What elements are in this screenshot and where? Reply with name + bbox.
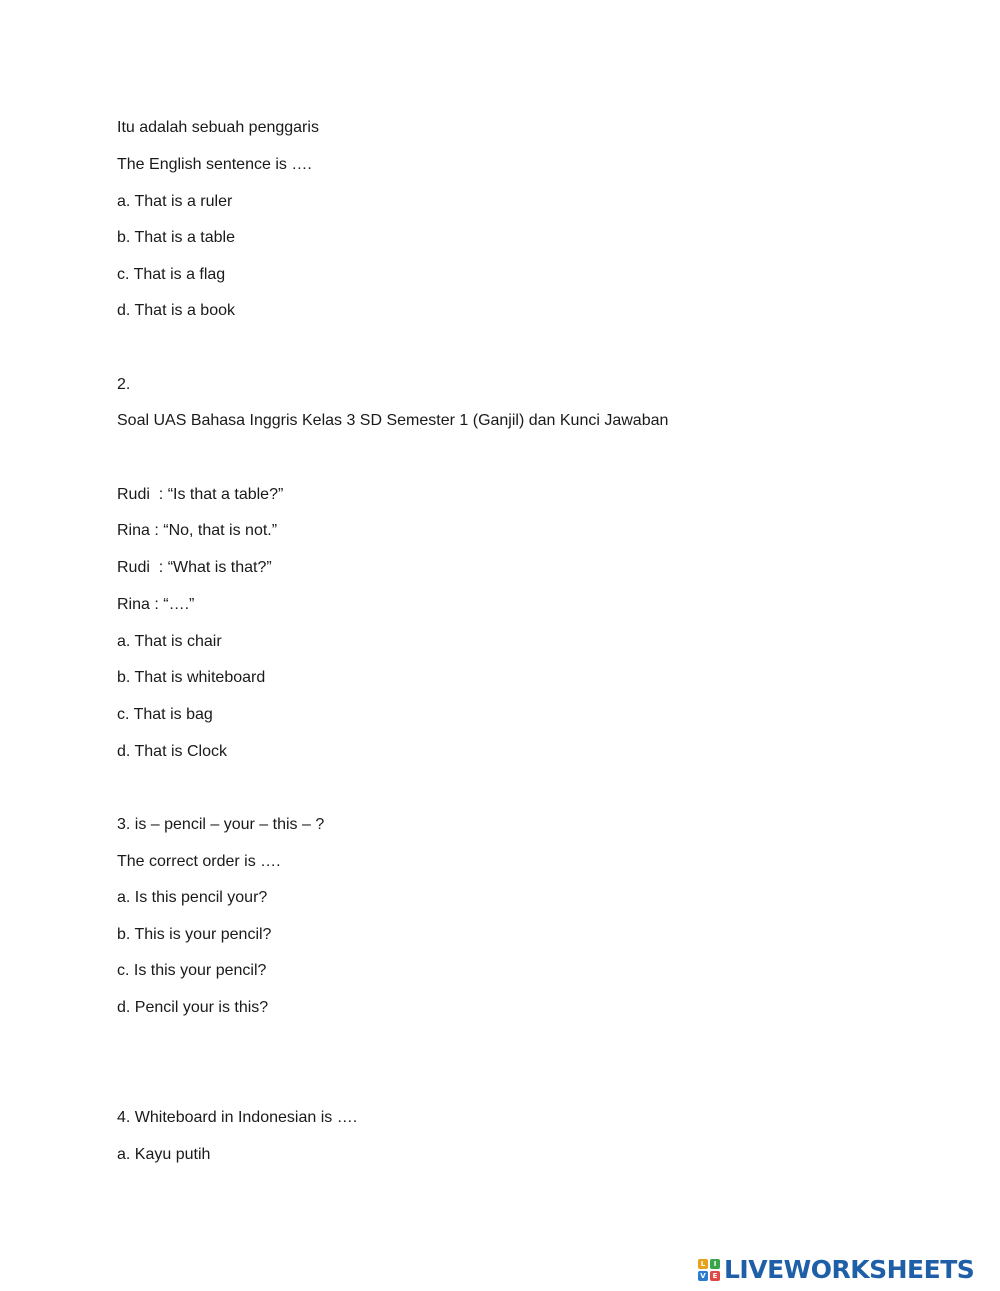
question-2-option-c: c. That is bag: [117, 706, 213, 723]
question-1-option-a: a. That is a ruler: [117, 193, 233, 210]
logo-mark-v: V: [698, 1271, 708, 1281]
question-2-number: 2.: [117, 376, 131, 393]
question-2-option-a: a. That is chair: [117, 633, 222, 650]
question-3-option-b: b. This is your pencil?: [117, 926, 272, 943]
question-4-prompt: 4. Whiteboard in Indonesian is ….: [117, 1109, 358, 1126]
question-3-option-a: a. Is this pencil your?: [117, 889, 268, 906]
question-4-option-a: a. Kayu putih: [117, 1146, 211, 1163]
question-3-prompt: 3. is – pencil – your – this – ?: [117, 816, 325, 833]
question-1-prompt: Itu adalah sebuah penggaris: [117, 119, 319, 136]
question-1-option-b: b. That is a table: [117, 229, 235, 246]
question-1-instruction: The English sentence is ….: [117, 156, 312, 173]
dialogue-line-2: Rina : “No, that is not.”: [117, 522, 278, 539]
question-3-instruction: The correct order is ….: [117, 853, 281, 870]
logo-mark-i: I: [710, 1259, 720, 1269]
question-2-option-d: d. That is Clock: [117, 743, 227, 760]
logo-mark-e: E: [710, 1271, 720, 1281]
question-2-option-b: b. That is whiteboard: [117, 669, 266, 686]
liveworksheets-logo: [698, 1256, 974, 1284]
liveworksheets-logo-icon: [698, 1259, 720, 1281]
liveworksheets-logo-text: LIVEWORKSHEETS: [724, 1255, 975, 1284]
question-1-option-d: d. That is a book: [117, 302, 235, 319]
dialogue-line-1: Rudi : “Is that a table?”: [117, 486, 284, 503]
dialogue-line-4: Rina : “….”: [117, 596, 195, 613]
question-3-option-d: d. Pencil your is this?: [117, 999, 269, 1016]
dialogue-line-3: Rudi : “What is that?”: [117, 559, 272, 576]
logo-mark-l: L: [698, 1259, 708, 1269]
question-2-title: Soal UAS Bahasa Inggris Kelas 3 SD Semester 1 (Ganjil) dan Kunci Jawaban: [117, 412, 669, 429]
question-1-option-c: c. That is a flag: [117, 266, 226, 283]
question-3-option-c: c. Is this your pencil?: [117, 962, 267, 979]
